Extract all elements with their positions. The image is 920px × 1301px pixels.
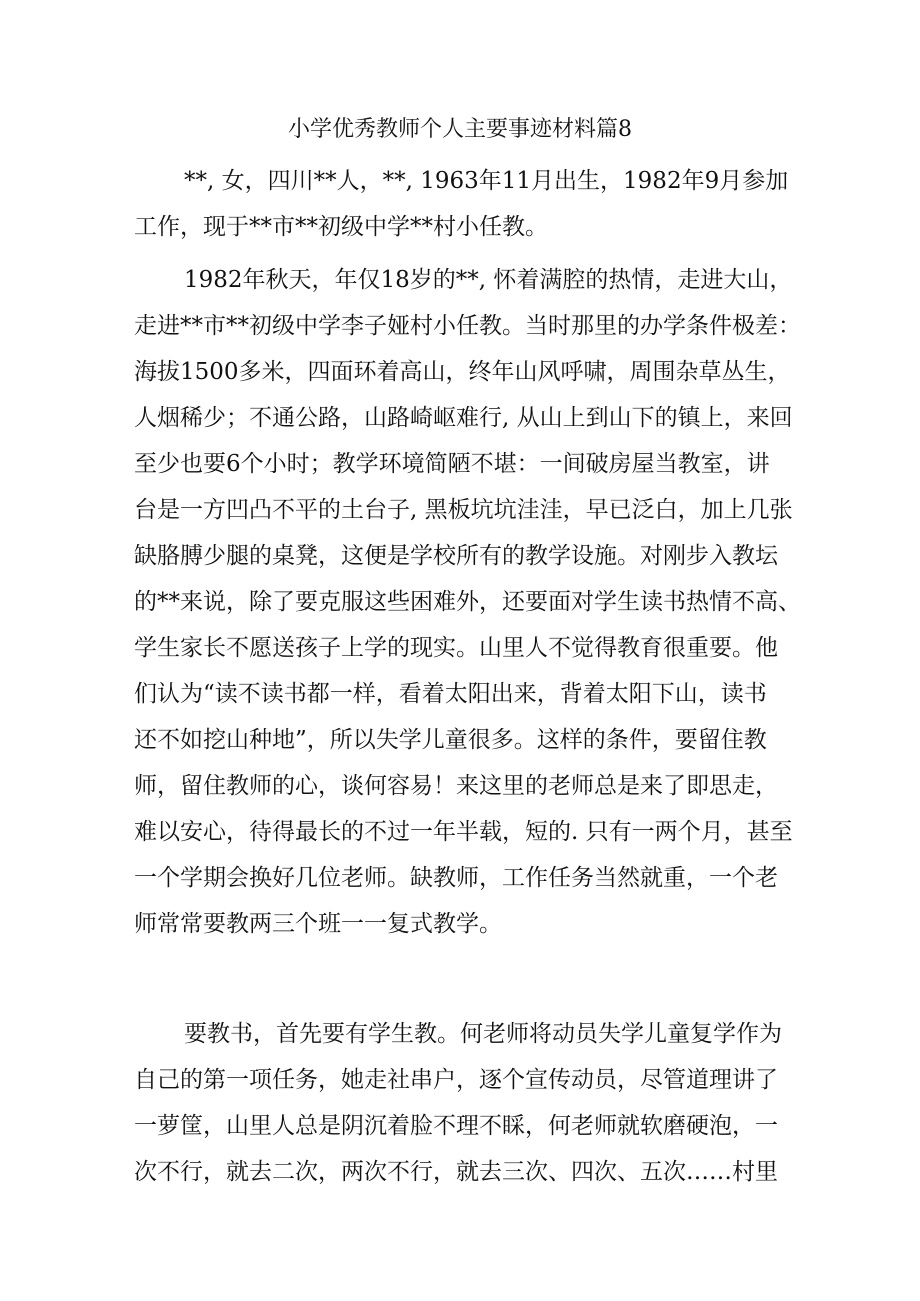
text-line: 次不行，就去二次，两次不行，就去三次、四次、五次……村里 xyxy=(134,1159,778,1185)
paragraph-1 xyxy=(134,158,804,250)
text-line: 们认为“读不读书都一样，看着太阳出来，背着太阳下山，读书 xyxy=(134,681,767,707)
paragraph-3 xyxy=(134,1011,804,1195)
text-line: 人烟稀少；不通公路，山路崎岖难行, 从山上到山下的镇上，来回 xyxy=(134,405,793,431)
document-title: 小学优秀教师个人主要事迹材料篇8 xyxy=(288,117,632,142)
text-line: 师，留住教师的心，谈何容易！来这里的老师总是来了即思走， xyxy=(134,773,778,799)
text-line: 1982年秋天，年仅18岁的**, 怀着满腔的热情，走进大山， xyxy=(184,267,793,293)
text-line: 缺胳膊少腿的桌凳，这便是学校所有的教学设施。对刚步入教坛 xyxy=(134,543,778,569)
text-line: 的**来说，除了要克服这些困难外，还要面对学生读书热情不高、 xyxy=(134,589,801,615)
text-line: 师常常要教两三个班一一复式教学。 xyxy=(134,911,502,937)
text-line: 难以安心，待得最长的不过一年半载，短的. 只有一两个月，甚至 xyxy=(134,819,793,845)
text-line: 至少也要6个小时；教学环境简陋不堪：一间破房屋当教室，讲 xyxy=(134,451,770,477)
text-line: 自己的第一项任务，她走社串户，逐个宣传动员，尽管道理讲了 xyxy=(134,1067,778,1093)
text-line: 一个学期会换好几位老师。缺教师，工作任务当然就重，一个老 xyxy=(134,865,778,891)
paragraph-2 xyxy=(134,257,804,947)
text-line: 海拔1500多米，四面环着高山，终年山风呼啸，周围杂草丛生， xyxy=(134,359,791,385)
text-line: **, 女，四川**人，**, 1963年11月出生，1982年9月参加 xyxy=(184,168,789,194)
text-line: 一萝筐，山里人总是阴沉着脸不理不睬，何老师就软磨硬泡，一 xyxy=(134,1113,778,1139)
text-line: 工作，现于**市**初级中学**村小任教。 xyxy=(134,214,548,240)
text-line: 台是一方凹凸不平的土台子, 黑板坑坑洼洼，早已泛白，加上几张 xyxy=(134,497,793,523)
text-line: 学生家长不愿送孩子上学的现实。山里人不觉得教育很重要。他 xyxy=(134,635,778,661)
text-line: 走进**市**初级中学李子娅村小任教。当时那里的办学条件极差： xyxy=(134,313,801,339)
text-line: 还不如挖山种地”，所以失学儿童很多。这样的条件，要留住教 xyxy=(134,727,767,753)
text-line: 要教书，首先要有学生教。何老师将动员失学儿童复学作为 xyxy=(184,1021,782,1047)
